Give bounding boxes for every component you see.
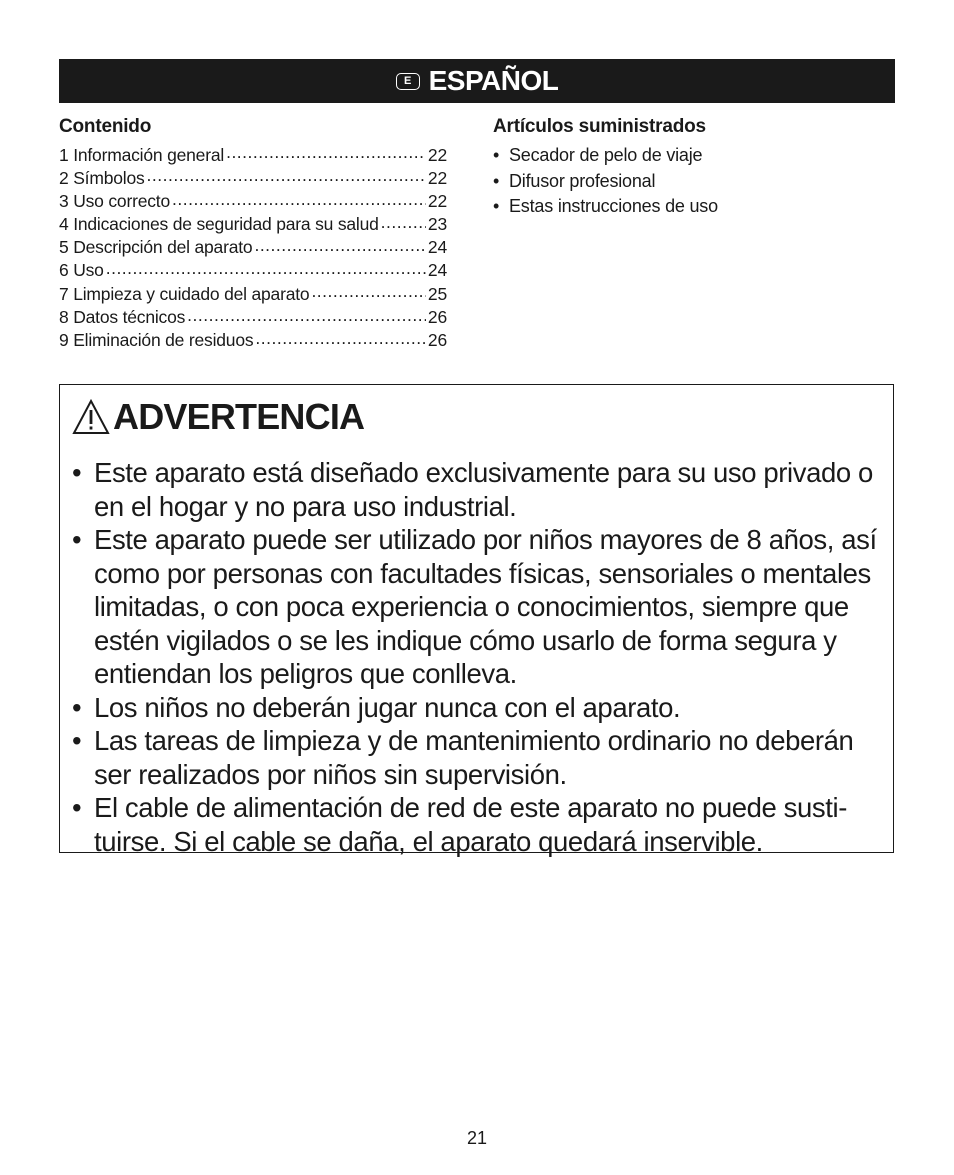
toc-leader-dots — [172, 189, 426, 207]
list-item-text: Secador de pelo de viaje — [509, 145, 703, 165]
bullet: • — [72, 691, 82, 723]
toc-item-page: 22 — [427, 167, 447, 188]
list-item-text: Estas instrucciones de uso — [509, 196, 718, 216]
warning-box — [59, 384, 894, 857]
language-badge: E — [396, 73, 420, 90]
toc-item-label: 3 Uso correcto — [59, 190, 170, 211]
warning-header — [72, 396, 885, 438]
warning-title: ADVERTENCIA — [113, 396, 365, 437]
toc-item-page: 25 — [427, 283, 447, 304]
toc-item-page: 24 — [427, 260, 447, 281]
toc-leader-dots — [311, 282, 425, 300]
toc-item[interactable] — [59, 259, 447, 282]
toc-leader-dots — [187, 305, 426, 323]
toc-leader-dots — [226, 143, 426, 161]
toc-item[interactable] — [59, 143, 447, 166]
toc-item-page: 22 — [427, 190, 447, 211]
list-item — [72, 523, 885, 691]
toc-item[interactable] — [59, 189, 447, 212]
toc-item-label: 6 Uso — [59, 260, 104, 281]
toc-leader-dots — [254, 236, 425, 254]
bullet: • — [72, 792, 82, 823]
language-title: ESPAÑOL — [428, 65, 559, 96]
warning-text: Las tareas de limpieza y de mantenimiento ordinario no deberán ser realizados por niños sin supervisión. — [94, 725, 854, 790]
toc-list — [59, 143, 447, 352]
table-of-contents — [59, 116, 447, 352]
toc-leader-dots — [381, 213, 426, 231]
supplied-items-section — [493, 116, 853, 220]
toc-item-page: 22 — [427, 144, 447, 165]
toc-item-page: 26 — [427, 306, 447, 327]
list-item — [493, 194, 853, 220]
toc-item[interactable] — [59, 236, 447, 259]
toc-leader-dots — [255, 329, 426, 347]
toc-item-page: 24 — [427, 237, 447, 258]
list-item-text: Difusor profesional — [509, 170, 656, 191]
bullet: • — [72, 725, 82, 756]
list-item — [72, 456, 885, 523]
warning-text: Este aparato está diseñado exclusivamente para su uso privado o en el hogar y no para uso industrial. — [94, 457, 873, 522]
page-number: 21 — [466, 1128, 488, 1148]
language-header-bar — [59, 59, 895, 103]
warning-text: El cable de alimentación de red de este aparato no puede sustituirse. Si el cable se daña, el aparato quedará inservible. — [94, 792, 848, 857]
bullet: • — [493, 170, 500, 191]
list-item — [72, 691, 885, 725]
toc-item-label: 5 Descripción del aparato — [59, 237, 253, 258]
bullet: • — [72, 457, 82, 488]
toc-leader-dots — [106, 259, 426, 277]
warning-text: Los niños no deberán jugar nunca con el aparato. — [94, 691, 681, 723]
toc-item-label: 8 Datos técnicos — [59, 306, 186, 327]
warning-list — [72, 456, 885, 858]
bullet: • — [493, 196, 500, 216]
list-item — [72, 791, 885, 858]
toc-item-label: 1 Información general — [59, 144, 225, 165]
warning-text: Este aparato puede ser utilizado por niños mayores de 8 años, así como por personas con facultades físicas, sensoriales o mentales limitadas, o con poca experiencia o conocimientos, siempre que estén vigilados o se les indique cómo usarlo de forma segura y entiendan los peligros que conlleva. — [94, 524, 877, 689]
list-item — [493, 169, 853, 195]
supplied-list — [493, 143, 853, 220]
toc-heading: Contenido — [59, 116, 152, 137]
toc-item-page: 26 — [427, 330, 447, 350]
toc-item-label: 7 Limpieza y cuidado del aparato — [59, 283, 310, 304]
toc-item[interactable] — [59, 329, 447, 352]
toc-item-label: 2 Símbolos — [59, 167, 145, 188]
toc-item[interactable] — [59, 305, 447, 328]
list-item — [493, 143, 853, 169]
list-item — [72, 724, 885, 791]
toc-item[interactable] — [59, 213, 447, 236]
bullet: • — [493, 145, 500, 165]
warning-triangle-icon — [72, 399, 110, 435]
toc-item-label: 4 Indicaciones de seguridad para su salud — [59, 214, 379, 235]
bullet: • — [72, 524, 82, 555]
toc-item-label: 9 Eliminación de residuos — [59, 330, 254, 350]
supplied-heading: Artículos suministrados — [493, 116, 706, 137]
toc-leader-dots — [147, 166, 426, 184]
toc-item-page: 23 — [427, 214, 447, 235]
toc-item[interactable] — [59, 166, 447, 189]
toc-item[interactable] — [59, 282, 447, 305]
